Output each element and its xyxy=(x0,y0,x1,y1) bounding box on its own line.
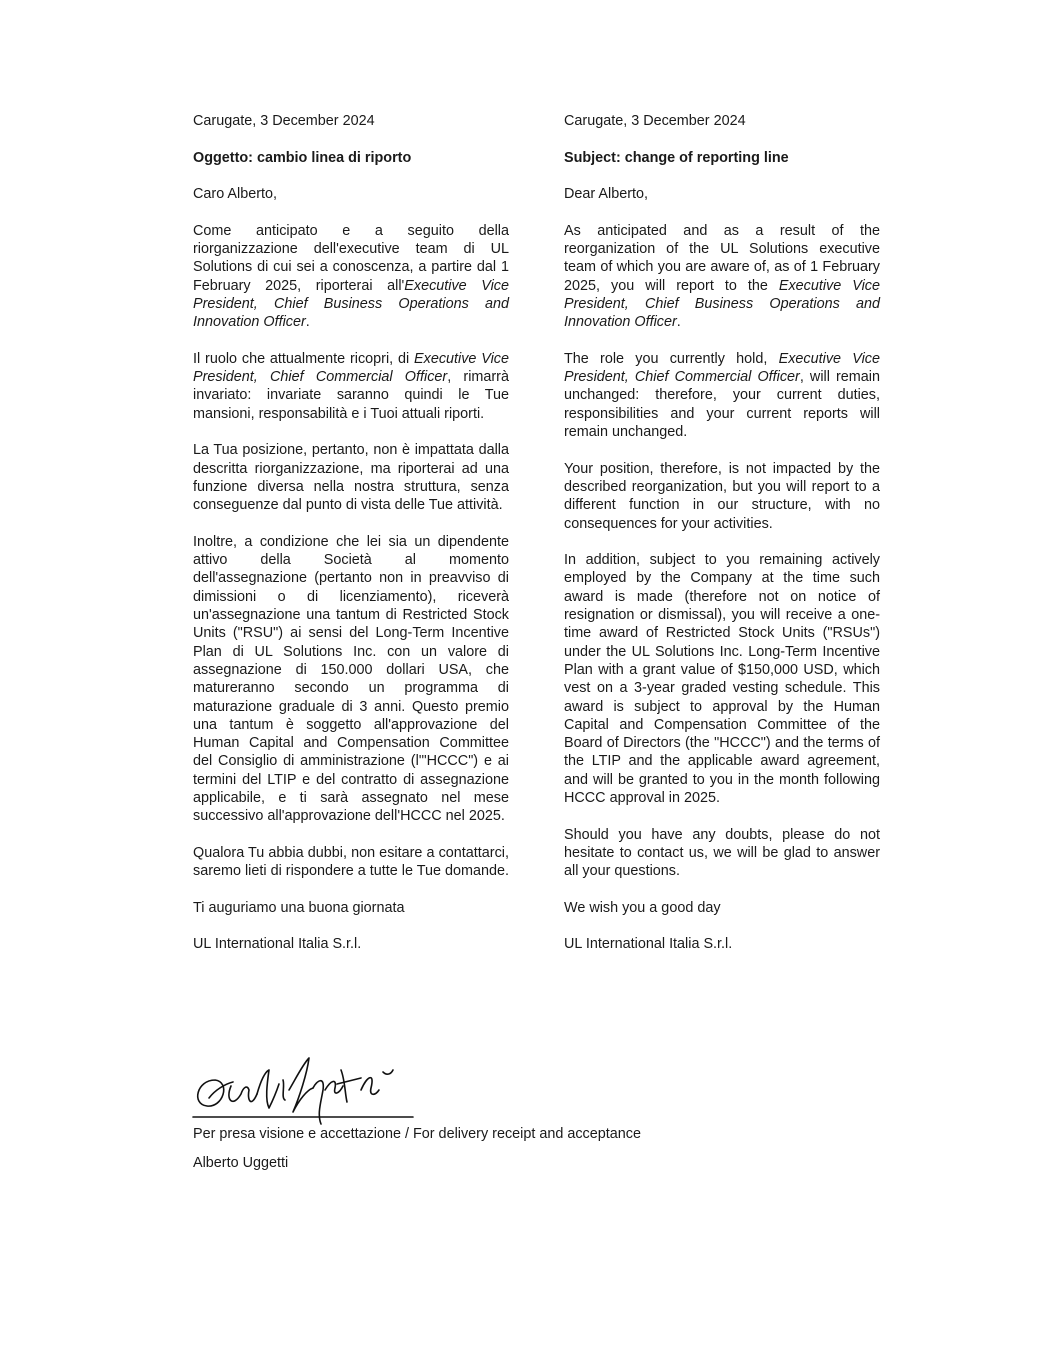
company-name: UL International Italia S.r.l. xyxy=(193,936,362,953)
paragraph-position: La Tua posizione, pertanto, non è impattata dalla descritta riorganizzazione, ma riporterai ad una funzione diversa nella nostra struttura, senza conseguenze dal punto di vista delle Tue attività. xyxy=(193,442,509,514)
paragraph-current-role xyxy=(564,350,880,441)
role-title: Executive Vice President, Chief Business Operations and Innovation Officer xyxy=(193,277,509,331)
role-title: Executive Vice President, Chief Commercial Officer xyxy=(193,350,509,386)
paragraph-text: The role you currently hold, xyxy=(564,350,779,367)
paragraph-text: Il ruolo che attualmente ricopri, di xyxy=(193,350,415,367)
company-name: UL International Italia S.r.l. xyxy=(564,936,733,953)
paragraph-rsu-award: Inoltre, a condizione che lei sia un dipendente attivo della Società al momento dell'assegnazione (pertanto non in preavviso di dimissioni o di licenziamento), riceverà un'assegnazione una tantum di Restricted Stock Units ("RSU") ai sensi del Long-Term Incentive Plan di UL Solutions Inc. con un valore di assegnazione di 150.000 dollari USA, che matureranno secondo un programma di maturazione graduale di 3 anni. Questo premio una tantum è soggetto all'approvazione del Human Capital and Compensation Committee del Consiglio di amministrazione (l'"HCCC") e ai termini del LTIP e del contratto di assegnazione applicabile, e ti sarà assegnato nel mese successivo all'approvazione dell'HCCC nel 2025. xyxy=(193,533,509,825)
paragraph-contact: Should you have any doubts, please do not hesitate to contact us, we will be glad to answer all your questions. xyxy=(564,826,880,880)
paragraph-current-role xyxy=(193,350,509,423)
paragraph-contact: Qualora Tu abbia dubbi, non esitare a contattarci, saremo lieti di rispondere a tutte le Tue domande. xyxy=(193,844,509,880)
subject-line: Subject: change of reporting line xyxy=(564,149,789,166)
role-title: Executive Vice President, Chief Commercial Officer xyxy=(564,350,880,386)
role-title: Executive Vice President, Chief Business Operations and Innovation Officer xyxy=(564,277,880,331)
paragraph-text: As anticipated and as a result of the reorganization of the UL Solutions executive team of which you are aware of, as of 1 February 2025, you will report to the xyxy=(564,222,880,294)
paragraph-text: . xyxy=(676,314,681,331)
signatory-name: Alberto Uggetti xyxy=(193,1155,289,1171)
date-line: Carugate, 3 December 2024 xyxy=(564,113,746,129)
subject-line: Oggetto: cambio linea di riporto xyxy=(193,149,412,166)
paragraph-text: , will remain unchanged: therefore, your current duties, responsibilities and your current reports will remain unchanged. xyxy=(564,369,880,441)
paragraph-position: Your position, therefore, is not impacted by the described reorganization, but you will report to a different function in our structure, with no consequences for your activities. xyxy=(564,460,880,532)
handwritten-signature xyxy=(185,1050,425,1125)
greeting: Caro Alberto, xyxy=(193,186,277,203)
closing-line: Ti auguriamo una buona giornata xyxy=(193,899,405,916)
greeting: Dear Alberto, xyxy=(564,186,648,203)
italian-column xyxy=(193,112,509,972)
closing-line: We wish you a good day xyxy=(564,899,721,916)
english-column xyxy=(564,112,880,972)
paragraph-rsu-award: In addition, subject to you remaining actively employed by the Company at the time such award is made (therefore not on notice of resignation or dismissal), you will receive a one-time award of Restricted Stock Units ("RSUs") under the UL Solutions Inc. Long-Term Incentive Plan with a grant value of $150,000 USD, which vest on a 3-year graded vesting schedule. This award is subject to approval by the Human Capital and Compensation Committee of the Board of Directors (the "HCCC") and the terms of the LTIP and the applicable award agreement, and will be granted to you in the month following HCCC approval in 2025. xyxy=(564,552,880,806)
acceptance-caption: Per presa visione e accettazione / For delivery receipt and acceptance xyxy=(193,1126,641,1142)
date-line: Carugate, 3 December 2024 xyxy=(193,113,375,129)
paragraph-reorganization xyxy=(193,222,509,332)
paragraph-text: . xyxy=(305,314,310,331)
paragraph-text: Come anticipato e a seguito della riorganizzazione dell'executive team di UL Solutions di cui sei a conoscenza, a partire dal 1 February 2025, riporterai all' xyxy=(193,222,509,294)
paragraph-reorganization xyxy=(564,222,880,332)
paragraph-text: , rimarrà invariato: invariate saranno quindi le Tue mansioni, responsabilità e i Tuoi attuali riporti. xyxy=(193,369,509,422)
signature-drawing xyxy=(185,1050,425,1125)
